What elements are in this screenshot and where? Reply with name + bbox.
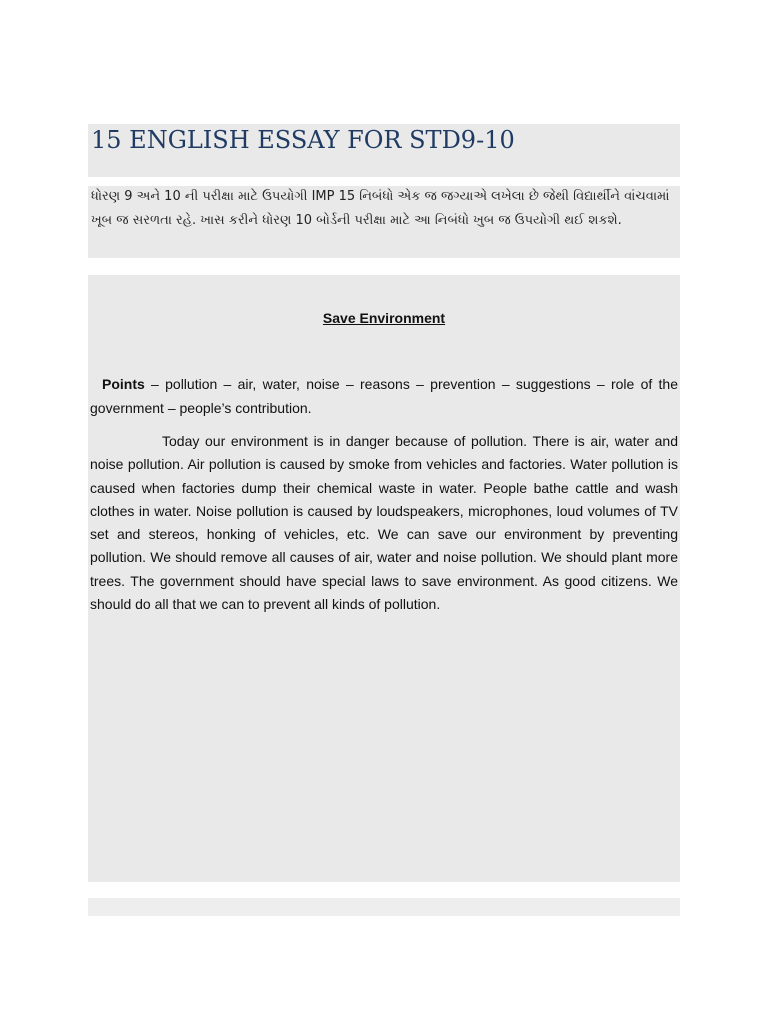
next-page-band (88, 898, 680, 916)
essay-points (90, 373, 678, 420)
document-title: 15 ENGLISH ESSAY FOR STD9-10 (91, 126, 515, 154)
points-label: Points (102, 376, 145, 392)
intro-paragraph: ધોરણ 9 અને 10 ની પરીક્ષા માટે ઉપયોગી IMP 15 નિબંધો એક જ જગ્યાએ લખેલા છે જેથી વિદ્યાર્થીને વાંચવામાં ખૂબ જ સરળતા રહે. ખાસ કરીને ધોરણ 10 બોર્ડની પરીક્ષા માટે આ નિબંધો ખુબ જ ઉપયોગી થઈ શકશે. (91, 189, 670, 228)
points-text: – pollution – air, water, noise – reasons – prevention – suggestions – role of the government – people’s contribution. (90, 376, 678, 416)
essay-heading: Save Environment (322, 310, 446, 326)
essay-body: Today our environment is in danger because of pollution. There is air, water and noise pollution. Air pollution is caused by smoke from vehicles and factories. Water pollution is caused when factories dump their chemical waste in water. People bathe cattle and wash clothes in water. Noise pollution is caused by loudspeakers, microphones, loud volumes of TV set and stereos, honking of vehicles, etc. We can save our environment by preventing pollution. We should remove all causes of air, water and noise pollution. We should plant more trees. The government should have special laws to save environment. As good citizens. We should do all that we can to prevent all kinds of pollution. (90, 433, 678, 613)
